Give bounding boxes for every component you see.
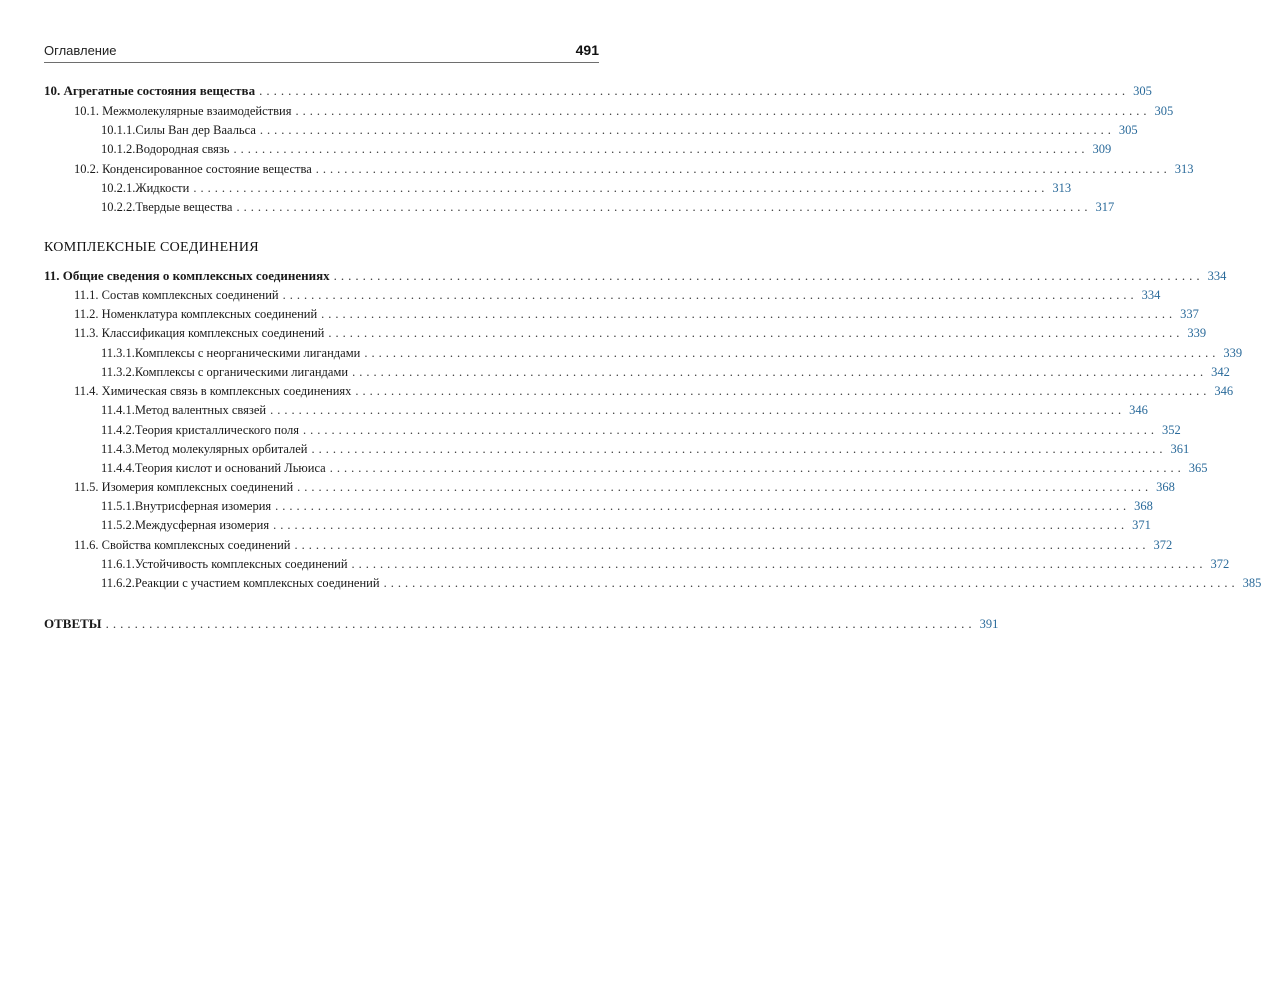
toc-entry-label: ОТВЕТЫ [44, 616, 102, 631]
leader-dots: ........................................................................................................................ [273, 518, 1129, 532]
toc-entry-page: 372 [1210, 557, 1230, 571]
toc-entry-page: 346 [1129, 403, 1148, 417]
leader-dots: ........................................................................................................................ [333, 268, 1204, 283]
toc-entry-label: 10.2.2.Твердые вещества [101, 200, 233, 214]
toc-entry-page: 365 [1188, 461, 1208, 475]
leader-dots: ........................................................................................................................ [233, 142, 1089, 156]
toc-entry-label: 11.3. Классификация комплексных соединений [74, 326, 325, 340]
toc-entry[interactable] [74, 536, 1173, 555]
leader-dots: ........................................................................................................................ [236, 200, 1092, 214]
leader-dots: ........................................................................................................................ [297, 480, 1153, 494]
leader-dots: ........................................................................................................................ [321, 307, 1177, 321]
toc-entry-label: 10.1.1.Силы Ван дер Ваальса [101, 123, 256, 137]
toc-entry[interactable] [74, 305, 1199, 324]
toc-entry[interactable] [44, 81, 1152, 100]
leader-dots: ........................................................................................................................ [329, 461, 1185, 475]
toc-entry-page: 305 [1133, 84, 1152, 98]
leader-dots: ........................................................................................................................ [352, 365, 1208, 379]
toc-entry-page: 391 [979, 617, 999, 631]
toc-entry[interactable] [101, 363, 1230, 382]
toc-entry-page: 361 [1170, 442, 1190, 456]
leader-dots: ........................................................................................................................ [193, 181, 1049, 195]
leader-dots: ........................................................................................................................ [303, 423, 1159, 437]
toc-entry[interactable] [101, 516, 1151, 535]
toc-entry-page: 368 [1134, 499, 1153, 513]
toc-entry-label: 11.6. Свойства комплексных соединений [74, 538, 291, 552]
toc-entry-page: 372 [1153, 538, 1173, 552]
toc-entry-page: 368 [1156, 480, 1175, 494]
toc-entry[interactable] [74, 382, 1234, 401]
toc-entry-label: 10.2. Конденсированное состояние вещества [74, 162, 312, 176]
toc-entry[interactable] [101, 121, 1138, 140]
toc-entry-page: 334 [1207, 269, 1227, 283]
toc-entry-page: 339 [1223, 346, 1243, 360]
toc-entry[interactable] [74, 478, 1175, 497]
toc-entry-page: 313 [1052, 181, 1072, 195]
leader-dots: ........................................................................................................................ [295, 104, 1151, 118]
toc-entry-page: 305 [1154, 104, 1174, 118]
toc-entry-label: 11.4. Химическая связь в комплексных соединениях [74, 384, 352, 398]
toc-entry[interactable] [101, 440, 1190, 459]
page-header [44, 40, 599, 63]
leader-dots: ........................................................................................................................ [355, 384, 1211, 398]
toc-entry[interactable] [101, 179, 1072, 198]
page-number: 491 [575, 42, 599, 58]
toc-entry-label: 11.6.1.Устойчивость комплексных соединений [101, 557, 348, 571]
part-title: КОМПЛЕКСНЫЕ СОЕДИНЕНИЯ [44, 240, 259, 255]
toc-entry-label: 11.2. Номенклатура комплексных соединений [74, 307, 318, 321]
leader-dots: ........................................................................................................................ [275, 499, 1131, 513]
toc-entry-label: 11.6.2.Реакции с участием комплексных соединений [101, 576, 380, 590]
leader-dots: ........................................................................................................................ [294, 538, 1150, 552]
toc-entry-label: 11.4.3.Метод молекулярных орбиталей [101, 442, 308, 456]
leader-dots: ........................................................................................................................ [328, 326, 1184, 340]
leader-dots: ........................................................................................................................ [259, 123, 1115, 137]
toc-entry-page: 346 [1214, 384, 1234, 398]
toc-entry-label: 11.5.2.Междусферная изомерия [101, 518, 270, 532]
leader-dots: ........................................................................................................................ [311, 442, 1167, 456]
toc-entry-page: 339 [1187, 326, 1207, 340]
toc-entry[interactable] [101, 198, 1115, 217]
toc-entry-page: 337 [1180, 307, 1199, 321]
toc-entry-page: 313 [1174, 162, 1194, 176]
leader-dots: ........................................................................................................................ [270, 403, 1126, 417]
toc-entry[interactable] [44, 614, 999, 633]
toc-entry-label: 11.4.2.Теория кристаллического поля [101, 423, 300, 437]
toc-entry-page: 371 [1132, 518, 1151, 532]
running-title: Оглавление [44, 43, 117, 58]
toc-entry-label: 11.4.1.Метод валентных связей [101, 403, 267, 417]
toc-entry[interactable] [101, 574, 1261, 593]
toc-entry-label: 10. Агрегатные состояния вещества [44, 83, 256, 98]
leader-dots: ........................................................................................................................ [105, 616, 976, 631]
leader-dots: ........................................................................................................................ [383, 576, 1239, 590]
toc-entry-page: 385 [1242, 576, 1261, 590]
toc-entry[interactable] [101, 401, 1148, 420]
toc-entry[interactable] [74, 102, 1174, 121]
toc-entry[interactable] [101, 555, 1230, 574]
leader-dots: ........................................................................................................................ [315, 162, 1171, 176]
toc-entry-label: 10.1.2.Водородная связь [101, 142, 230, 156]
toc-entry-label: 11. Общие сведения о комплексных соединениях [44, 268, 330, 283]
leader-dots: ........................................................................................................................ [364, 346, 1220, 360]
toc-entry-page: 309 [1092, 142, 1112, 156]
toc-entry-label: 11.5.1.Внутрисферная изомерия [101, 499, 272, 513]
toc-entry-label: 11.3.1.Комплексы с неорганическими лигандами [101, 346, 361, 360]
toc-entry[interactable] [101, 140, 1112, 159]
toc-entry[interactable] [74, 286, 1161, 305]
leader-dots: ........................................................................................................................ [259, 83, 1130, 98]
toc-entry-label: 11.3.2.Комплексы с органическими лигандами [101, 365, 349, 379]
toc-entry-page: 317 [1095, 200, 1115, 214]
toc-entry-label: 11.4.4.Теория кислот и оснований Льюиса [101, 461, 326, 475]
toc-entry-label: 11.5. Изомерия комплексных соединений [74, 480, 294, 494]
toc-entry[interactable] [101, 459, 1208, 478]
toc-entry[interactable] [101, 497, 1153, 516]
toc-entry-page: 352 [1162, 423, 1181, 437]
toc-entry-page: 305 [1118, 123, 1138, 137]
toc-entry[interactable] [74, 324, 1207, 343]
leader-dots: ........................................................................................................................ [351, 557, 1207, 571]
toc-entry[interactable] [101, 421, 1181, 440]
toc-entry[interactable] [44, 266, 1227, 285]
leader-dots: ........................................................................................................................ [282, 288, 1138, 302]
toc-entry-page: 334 [1141, 288, 1161, 302]
toc-entry-label: 10.2.1.Жидкости [101, 181, 190, 195]
toc-entry[interactable] [74, 160, 1194, 179]
toc-entry-label: 10.1. Межмолекулярные взаимодействия [74, 104, 292, 118]
toc-entry-page: 342 [1211, 365, 1230, 379]
toc-entry[interactable] [101, 344, 1243, 363]
toc-entry-label: 11.1. Состав комплексных соединений [74, 288, 279, 302]
